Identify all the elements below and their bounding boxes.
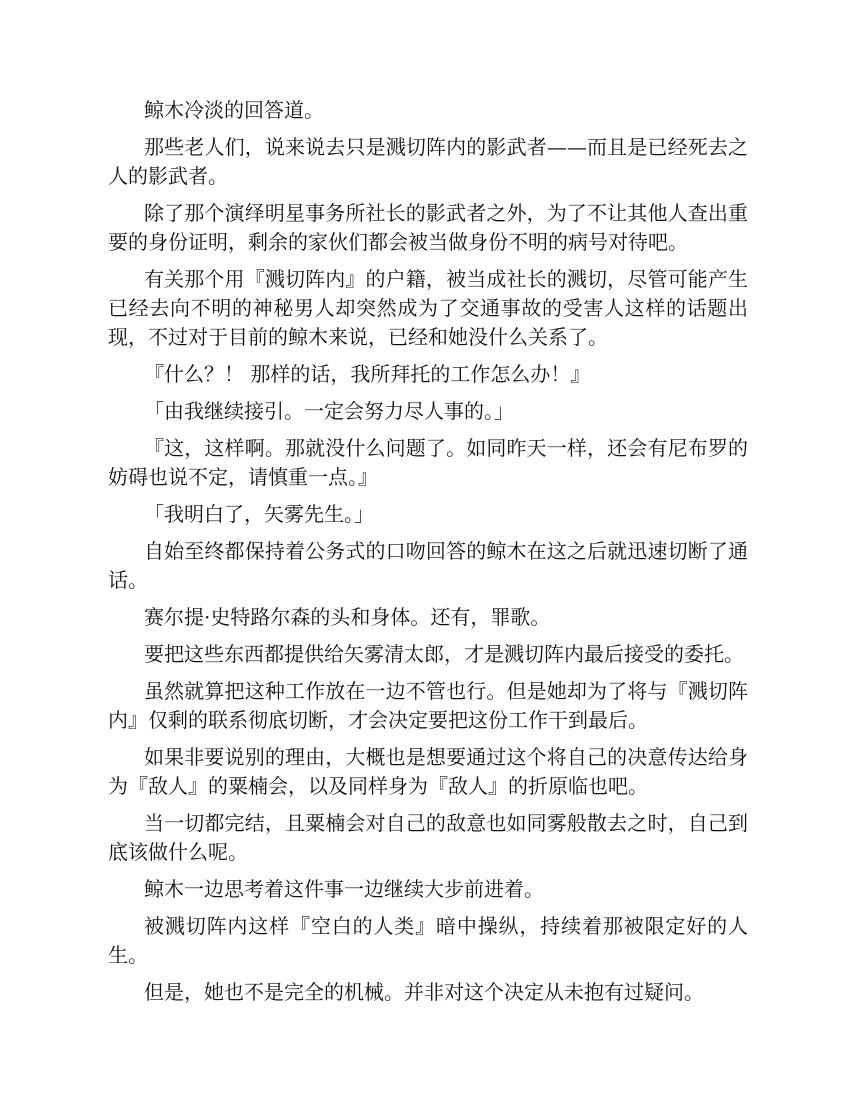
paragraph: 除了那个演绎明星事务所社长的影武者之外，为了不让其他人查出重要的身份证明，剩余的家伙们都会被当做身份不明的病号对待吧。 (108, 201, 748, 254)
paragraph: 那些老人们，说来说去只是溅切阵内的影武者——而且是已经死去之人的影武者。 (108, 135, 748, 188)
paragraph: 被溅切阵内这样『空白的人类』暗中操纵，持续着那被限定好的人生。 (108, 914, 748, 967)
paragraph: 如果非要说别的理由，大概也是想要通过这个将自己的决意传达给身为『敌人』的粟楠会，以及同样身为『敌人』的折原临也吧。 (108, 745, 748, 798)
paragraph: 「由我继续接引。一定会努力尽人事的。」 (144, 399, 514, 423)
paragraph: 「我明白了，矢雾先生。」 (144, 502, 374, 526)
paragraph: 自始至终都保持着公务式的口吻回答的鲸木在这之后就迅速切断了通话。 (108, 539, 748, 592)
paragraph: 当一切都完结，且粟楠会对自己的敌意也如同雾般散去之时，自己到底该做什么呢。 (108, 811, 748, 864)
paragraph: 但是，她也不是完全的机械。并非对这个决定从未抱有过疑问。 (144, 980, 704, 1004)
paragraph: 赛尔提·史特路尔森的头和身体。还有，罪歌。 (144, 605, 551, 629)
paragraph: 要把这些东西都提供给矢雾清太郎，才是溅切阵内最后接受的委托。 (144, 642, 744, 666)
paragraph: 『这，这样啊。那就没什么问题了。如同昨天一样，还会有尼布罗的妨碍也说不定，请慎重一点。』 (108, 436, 748, 489)
paragraph: 鲸木冷淡的回答道。 (144, 98, 324, 122)
paragraph: 鲸木一边思考着这件事一边继续大步前进着。 (144, 877, 544, 901)
paragraph: 虽然就算把这种工作放在一边不管也行。但是她却为了将与『溅切阵内』仅剩的联系彻底切断，才会决定要把这份工作干到最后。 (108, 679, 748, 732)
document-page (108, 96, 748, 1015)
paragraph: 有关那个用『溅切阵内』的户籍，被当成社长的溅切，尽管可能产生已经去向不明的神秘男人却突然成为了交通事故的受害人这样的话题出现，不过对于目前的鲸木来说，已经和她没什么关系了。 (108, 267, 748, 349)
paragraph: 『什么？！ 那样的话，我所拜托的工作怎么办！』 (144, 362, 591, 386)
